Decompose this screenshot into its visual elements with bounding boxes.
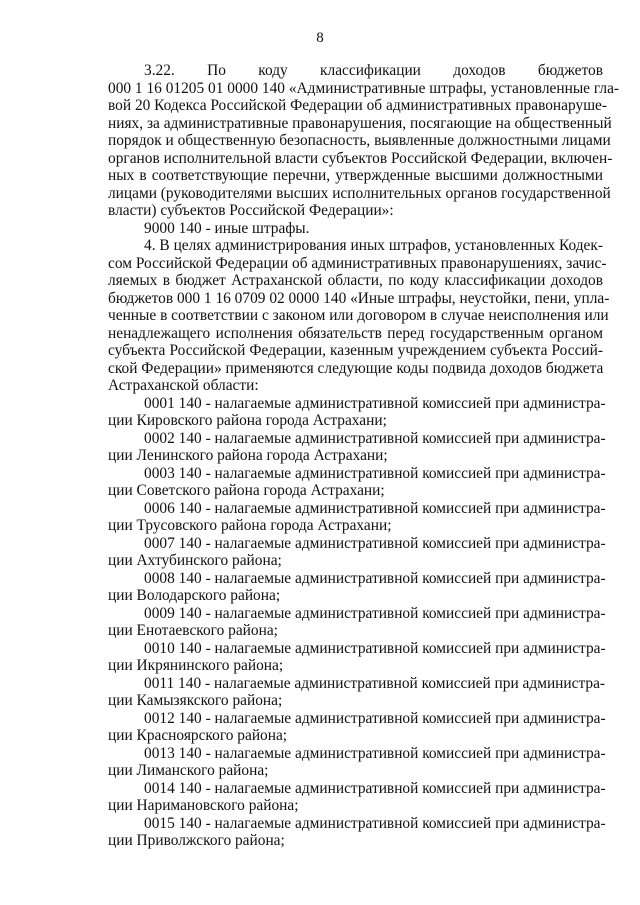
text-line: ции Приволжского района;: [108, 832, 285, 849]
text-line: власти) субъектов Российской Федерации»:: [108, 202, 394, 219]
text-line: 0003 140 - налагаемые административной комиссией при администра-: [144, 464, 606, 482]
text-line: порядок и общественную безопасность, выявленные должностными лицами: [108, 132, 611, 149]
text-line: субъекта Российской Федерации, казенным учреждением субъекта Россий-: [108, 342, 603, 359]
text-line: 0013 140 - налагаемые административной комиссией при администра-: [144, 744, 606, 762]
text-line: лицами (руководителями высших исполнительных органов государственной: [108, 184, 611, 202]
text-line: ции Трусовского района города Астрахани;: [108, 517, 392, 534]
text-line: ции Красноярского района;: [108, 727, 288, 744]
text-line: 0014 140 - налагаемые административной комиссией при администра-: [144, 779, 606, 797]
text-line: ции Кировского района города Астрахани;: [108, 412, 387, 429]
text-line: 0011 140 - налагаемые административной комиссией при администра-: [144, 674, 606, 692]
text-line: ции Ленинского района города Астрахани;: [108, 447, 388, 464]
text-line: ции Наримановского района;: [108, 797, 299, 814]
text-line: ченные в соответствии с законом или договором в случае неисполнения или: [108, 307, 609, 324]
text-line: 0008 140 - налагаемые административной комиссией при администра-: [144, 569, 606, 587]
text-line: ции Лиманского района;: [108, 762, 269, 779]
text-line: 0007 140 - налагаемые административной комиссией при администра-: [144, 534, 606, 552]
text-line: ции Ахтубинского района;: [108, 552, 282, 569]
text-line: ции Енотаевского района;: [108, 622, 278, 639]
text-line: 0009 140 - налагаемые административной комиссией при администра-: [144, 604, 606, 622]
text-line: ции Икрянинского района;: [108, 657, 284, 674]
text-line: ции Советского района города Астрахани;: [108, 482, 385, 499]
text-line: 0002 140 - налагаемые административной комиссией при администра-: [144, 429, 606, 447]
text-line: ции Володарского района;: [108, 587, 281, 604]
text-line: ской Федерации» применяются следующие коды подвида доходов бюджета: [108, 359, 604, 377]
text-line: 4. В целях администрирования иных штрафов, установленных Кодек-: [144, 237, 603, 254]
text-line: ляемых в бюджет Астраханской области, по коду классификации доходов: [108, 272, 603, 289]
text-line: ции Камызякского района;: [108, 692, 283, 709]
text-line: 0001 140 - налагаемые административной комиссией при администра-: [144, 394, 606, 412]
text-line: 0010 140 - налагаемые административной комиссией при администра-: [144, 639, 606, 657]
text-line: 9000 140 - иные штрафы.: [144, 219, 310, 237]
page-number: 8: [316, 30, 324, 46]
text-line: органов исполнительной власти субъектов Российской Федерации, включен-: [108, 149, 613, 167]
text-line: 000 1 16 01205 01 0000 140 «Административные штрафы, установленные гла-: [108, 79, 620, 97]
text-line: Астраханской области:: [108, 377, 259, 394]
text-line: ных в соответствующие перечни, утвержденные высшими должностными: [108, 167, 603, 184]
text-line: вой 20 Кодекса Российской Федерации об административных правонаруше-: [108, 97, 607, 114]
text-line: ниях, за административные правонарушения, посягающие на общественный: [108, 114, 612, 132]
text-line: 3.22. По коду классификации доходов бюджетов: [144, 62, 603, 79]
text-line: бюджетов 000 1 16 0709 02 0000 140 «Иные штрафы, неустойки, пени, упла-: [108, 289, 610, 307]
text-line: 0015 140 - налагаемые административной комиссией при администра-: [144, 814, 606, 832]
text-line: 0006 140 - налагаемые административной комиссией при администра-: [144, 499, 606, 517]
text-line: 0012 140 - налагаемые административной комиссией при администра-: [144, 709, 606, 727]
text-line: сом Российской Федерации об административных правонарушениях, зачис-: [108, 254, 607, 272]
text-line: ненадлежащего исполнения обязательств перед государственным органом: [108, 324, 603, 342]
document-body: [108, 62, 620, 850]
